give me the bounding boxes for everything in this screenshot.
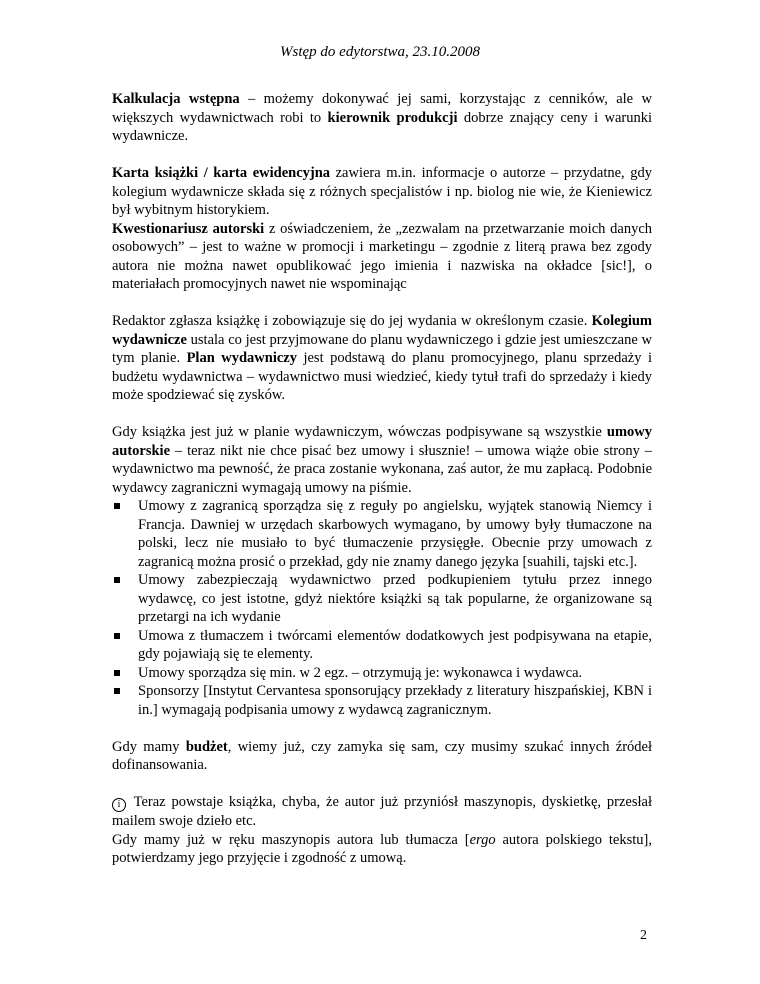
text: autora polskiego tekstu], potwierdzamy jego przyjęcie i zgodność z umową. bbox=[112, 831, 652, 866]
text: Gdy książka jest już w planie wydawniczym, wówczas podpisywane są wszystkie bbox=[112, 424, 607, 440]
spacer bbox=[112, 719, 652, 738]
term-kierownik: kierownik produkcji bbox=[327, 109, 458, 126]
spacer bbox=[112, 146, 652, 165]
spacer bbox=[112, 294, 652, 313]
paragraph-budzet bbox=[112, 738, 652, 775]
square-bullet-icon bbox=[114, 503, 120, 509]
square-bullet-icon bbox=[114, 670, 120, 676]
text: zawiera m.in. informacje o autorze – przydatne, gdy kolegium wydawnicze składa się z różnych specjalistów i np. biolog nie wie, że Kieniewicz był wybitnym historykiem. bbox=[112, 165, 652, 218]
paragraph-kalkulacja bbox=[112, 90, 652, 146]
paragraph-maszynopis bbox=[112, 831, 652, 868]
list-item-text: Umowy zabezpieczają wydawnictwo przed podkupieniem tytułu przez innego wydawcę, co jest istotne, gdyż niektóre książki są tak popularne, że organizowane są przetargi na ich wydanie bbox=[138, 572, 652, 625]
term-plan: Plan wydawniczy bbox=[186, 350, 297, 366]
text: Gdy mamy już w ręku maszynopis autora lub tłumacza [ bbox=[112, 831, 470, 848]
paragraph-umowy bbox=[112, 423, 652, 497]
term-budzet: budżet bbox=[185, 738, 228, 755]
text: jest podstawą do planu promocyjnego, planu sprzedaży i budżetu wydawnictwa – wydawnictwo musi wiedzieć, kiedy tytuł trafi do sprzedaży i kiedy może spodziewać się zysków. bbox=[112, 350, 652, 403]
text: Redaktor zgłasza książkę i zobowiązuje się do jej wydania w określonym czasie. bbox=[112, 313, 592, 329]
paragraph-ksiazka bbox=[112, 793, 652, 831]
list-item bbox=[112, 664, 652, 683]
text: ustala co jest przyjmowane do planu wydawniczego i gdzie jest umieszczane w tym planie. bbox=[112, 331, 652, 366]
list-item bbox=[112, 497, 652, 571]
document-body bbox=[112, 90, 652, 868]
text: Teraz powstaje książka, chyba, że autor już przyniósł maszynopis, dyskietkę, przesłał mailem swoje dzieło etc. bbox=[112, 794, 652, 829]
list-item-text: Umowa z tłumaczem i twórcami elementów dodatkowych jest podpisywana na etapie, gdy pojawiają się te elementy. bbox=[138, 627, 652, 662]
term-kolegium: Kolegium wydawnicze bbox=[112, 313, 652, 348]
bullet-list bbox=[112, 497, 652, 719]
text: dobrze znający ceny i warunki wydawnicze. bbox=[112, 109, 652, 144]
text: – teraz nikt nie chce pisać bez umowy i słusznie! – umowa wiąże obie strony – wydawnictwo ma pewność, że praca zostanie wykonana, zaś autor, że mu zapłacą. Podobnie wydawcy zagraniczni wymagają umowy na piśmie. bbox=[112, 442, 652, 496]
term-ergo: ergo bbox=[469, 831, 496, 848]
list-item-text: Sponsorzy [Instytut Cervantesa sponsorujący przekłady z literatury hiszpańskiej, KBN i in.] wymagają podpisania umowy z wydawcą zagranicznym. bbox=[138, 683, 652, 718]
term-umowy: umowy autorskie bbox=[112, 424, 652, 459]
square-bullet-icon bbox=[114, 633, 120, 639]
text: z oświadczeniem, że „zezwalam na przetwarzanie moich danych osobowych” – jest to ważne w promocji i marketingu – zgodnie z literą prawa bez zgody autora nie można nawet opublikować jego imienia i nazwiska na okładce [sic!], o materiałach promocyjnych nawet nie wspominając bbox=[112, 220, 653, 292]
page-header: Wstęp do edytorstwa, 23.10.2008 bbox=[280, 44, 480, 60]
term-kalkulacja: Kalkulacja wstępna bbox=[112, 91, 240, 107]
paragraph-karta bbox=[112, 164, 652, 220]
paragraph-kwestionariusz bbox=[112, 220, 652, 294]
spacer bbox=[112, 775, 652, 794]
list-item bbox=[112, 627, 652, 664]
paragraph-redaktor bbox=[112, 312, 652, 405]
list-item bbox=[112, 571, 652, 627]
square-bullet-icon bbox=[114, 577, 120, 583]
info-circle-icon: i bbox=[112, 798, 126, 812]
term-kwestionariusz: Kwestionariusz autorski bbox=[112, 220, 265, 237]
list-item-text: Umowy z zagranicą sporządza się z reguły po angielsku, wyjątek stanowią Niemcy i Francja. Dawniej w urzędach skarbowych wymagano, by umowy były tłumaczone na polski, lecz nie musiało to być tłumaczenie przysięgłe. Obecnie przy umowach z zagranicą można prosić o przekład, gdy nie znamy danego języka [suahili, tajski etc.]. bbox=[138, 498, 652, 570]
list-item bbox=[112, 682, 652, 719]
text: , wiemy już, czy zamyka się sam, czy musimy szukać innych źródeł dofinansowania. bbox=[112, 738, 652, 773]
term-karta: Karta książki / karta ewidencyjna bbox=[112, 165, 331, 181]
page-number: 2 bbox=[640, 928, 647, 943]
square-bullet-icon bbox=[114, 688, 120, 694]
list-item-text: Umowy sporządza się min. w 2 egz. – otrzymują je: wykonawca i wydawca. bbox=[138, 664, 583, 681]
text: – możemy dokonywać jej sami, korzystając z cenników, ale w większych wydawnictwach robi to bbox=[112, 91, 652, 126]
text: Gdy mamy bbox=[112, 738, 186, 755]
spacer bbox=[112, 405, 652, 424]
